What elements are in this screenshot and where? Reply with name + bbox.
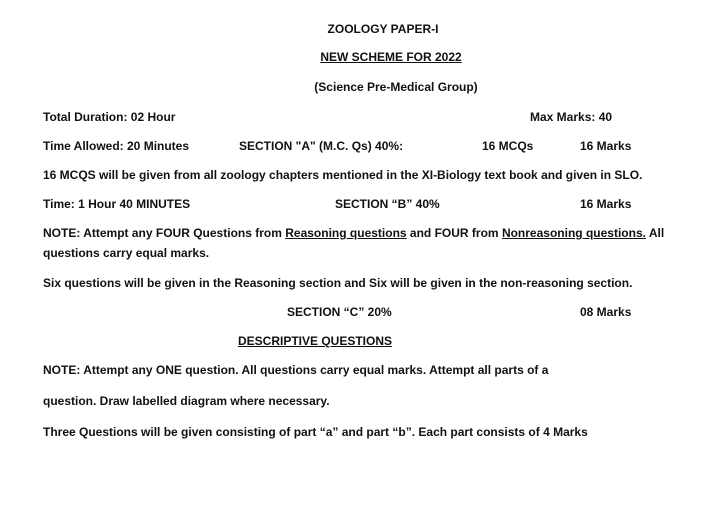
section-c-note-line1: NOTE: Attempt any ONE question. All questions carry equal marks. Attempt all parts of a — [43, 363, 549, 377]
section-b-detail: Six questions will be given in the Reasoning section and Six will be given in the non-reasoning section. — [43, 276, 633, 290]
section-b-note-text-3: All — [645, 226, 665, 240]
section-b-heading: SECTION “B” 40% — [335, 197, 440, 211]
section-c-heading: SECTION “C” 20% — [287, 305, 392, 319]
section-b-note-text-2: and FOUR from — [406, 226, 502, 240]
section-b-marks: 16 Marks — [580, 197, 632, 211]
max-marks: Max Marks: 40 — [530, 110, 613, 124]
section-c-marks: 08 Marks — [580, 305, 632, 319]
section-a-description: 16 MCQS will be given from all zoology chapters mentioned in the XI-Biology text book and given in SLO. — [43, 168, 643, 182]
section-a-time: Time Allowed: 20 Minutes — [43, 139, 190, 153]
section-c-note-line2: question. Draw labelled diagram where necessary. — [43, 394, 330, 408]
descriptive-questions-heading: DESCRIPTIVE QUESTIONS — [237, 334, 393, 348]
section-b-note — [43, 226, 664, 240]
scheme-title: NEW SCHEME FOR 2022 — [320, 50, 462, 64]
section-b-note-line2: questions carry equal marks. — [43, 246, 210, 260]
group-label: (Science Pre-Medical Group) — [314, 80, 478, 94]
nonreasoning-questions-label: Nonreasoning questions. — [501, 226, 646, 240]
section-a-marks: 16 Marks — [580, 139, 632, 153]
reasoning-questions-label: Reasoning questions — [285, 226, 407, 240]
section-a-count: 16 MCQs — [482, 139, 534, 153]
paper-title: ZOOLOGY PAPER-I — [327, 22, 439, 36]
section-b-time: Time: 1 Hour 40 MINUTES — [43, 197, 191, 211]
section-b-note-text-1: NOTE: Attempt any FOUR Questions from — [43, 226, 286, 240]
section-a-heading: SECTION "A" (M.C. Qs) 40%: — [239, 139, 404, 153]
total-duration: Total Duration: 02 Hour — [43, 110, 176, 124]
section-c-detail: Three Questions will be given consisting of part “a” and part “b”. Each part consists of 4 Marks — [43, 425, 588, 439]
